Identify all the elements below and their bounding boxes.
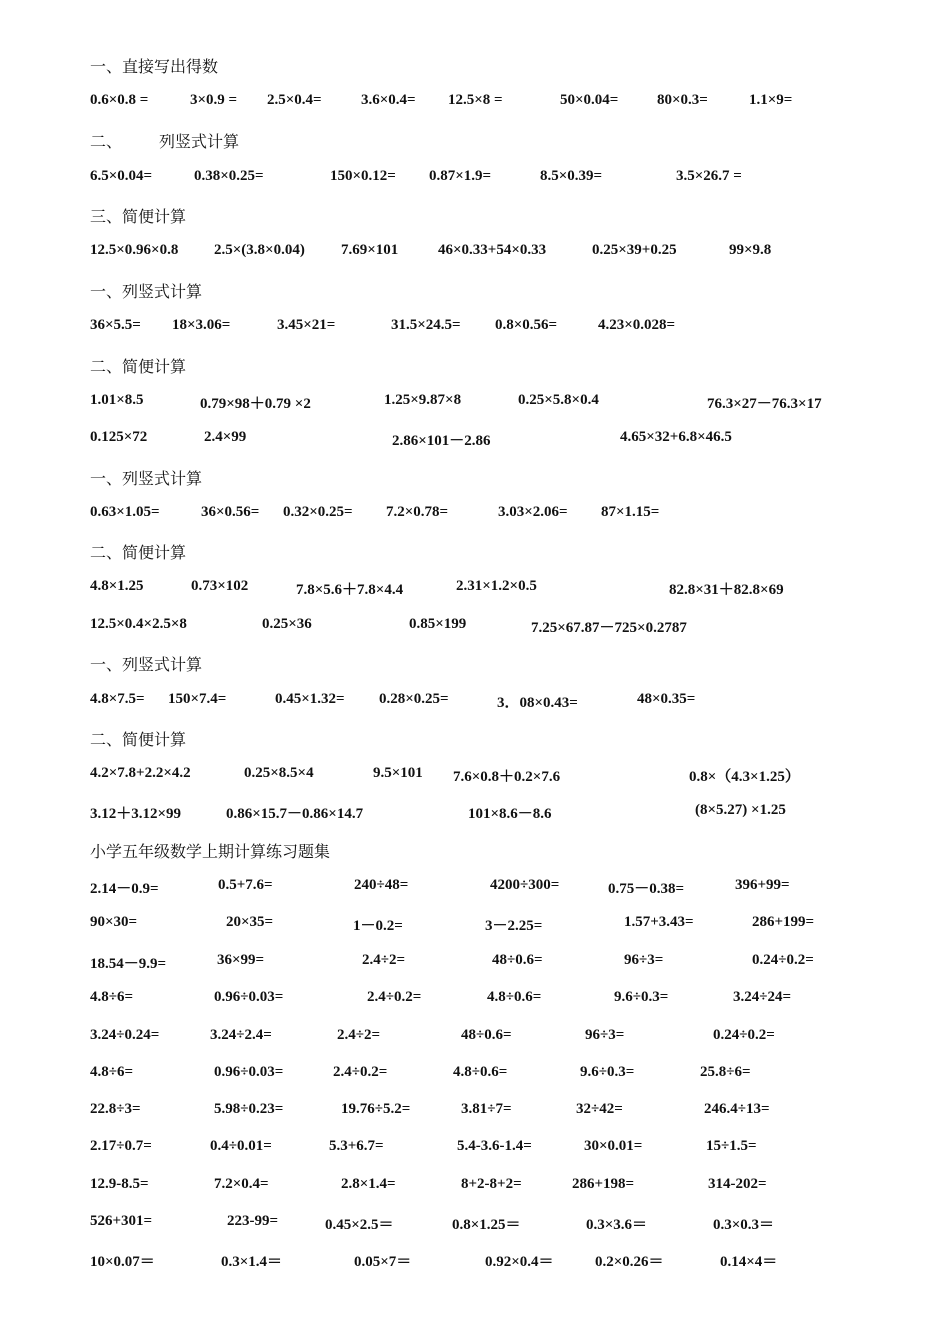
problem: 50×0.04= <box>560 92 619 108</box>
heading-text: 一、直接写出得数 <box>90 59 219 76</box>
problem: 1.01×8.5 <box>90 392 144 408</box>
heading-number: 二、 <box>90 134 123 151</box>
problem: 0.85×199 <box>409 616 467 632</box>
problem-row <box>0 1101 950 1131</box>
problem: 4.8×7.5= <box>90 691 145 707</box>
problem: 1.1×9= <box>749 92 793 108</box>
problem-row <box>0 802 950 832</box>
problem: 2.86×101－2.86 <box>392 433 491 449</box>
problem: 0.25×8.5×4 <box>244 765 314 781</box>
problem-row <box>0 765 950 795</box>
problem: 0.5+7.6= <box>218 877 273 893</box>
problem: 3.12＋3.12×99 <box>90 806 182 822</box>
problem: 2.4÷2= <box>362 952 406 968</box>
heading-text: 二、简便计算 <box>90 545 187 562</box>
problem: 240÷48= <box>354 877 409 893</box>
problem: 99×9.8 <box>729 242 772 258</box>
section-heading <box>0 54 950 84</box>
problem: 314-202= <box>708 1176 767 1192</box>
problem: 18.54－9.9= <box>90 956 167 972</box>
problem: 12.5×0.4×2.5×8 <box>90 616 187 632</box>
heading-text: 三、简便计算 <box>90 209 187 226</box>
problem: 82.8×31＋82.8×69 <box>669 582 784 598</box>
problem: 5.3+6.7= <box>329 1138 384 1154</box>
problem: 0.14×4＝ <box>720 1254 778 1270</box>
problem-row <box>0 1176 950 1206</box>
problem: 76.3×27－76.3×17 <box>707 396 822 412</box>
problem: 0.45×2.5＝ <box>325 1217 394 1233</box>
problem-row <box>0 691 950 721</box>
problem-row <box>0 504 950 534</box>
problem: 0.86×15.7－0.86×14.7 <box>226 806 364 822</box>
problem: 22.8÷3= <box>90 1101 141 1117</box>
problem: 5.98÷0.23= <box>214 1101 284 1117</box>
problem: 90×30= <box>90 914 138 930</box>
problem: 4.23×0.028= <box>598 317 676 333</box>
problem-row <box>0 914 950 944</box>
problem: 0.05×7＝ <box>354 1254 412 1270</box>
problem-row <box>0 1250 950 1280</box>
problem: 286+198= <box>572 1176 635 1192</box>
problem-row <box>0 1138 950 1168</box>
section-heading <box>0 839 950 869</box>
heading-text: 一、列竖式计算 <box>90 284 203 301</box>
problem: 3.45×21= <box>277 317 336 333</box>
problem: 2.31×1.2×0.5 <box>456 578 537 594</box>
problem: 0.3×3.6＝ <box>586 1217 648 1233</box>
problem: 48÷0.6= <box>492 952 543 968</box>
problem: 3．08×0.43= <box>497 695 578 711</box>
problem: 9.6÷0.3= <box>580 1064 635 1080</box>
problem: 2.5×(3.8×0.04) <box>214 242 305 258</box>
problem: 0.8×1.25＝ <box>452 1217 521 1233</box>
problem: 4.2×7.8+2.2×4.2 <box>90 765 191 781</box>
problem-row <box>0 616 950 646</box>
problem: 0.25×39+0.25 <box>592 242 677 258</box>
problem: 0.125×72 <box>90 429 148 445</box>
problem: 15÷1.5= <box>706 1138 757 1154</box>
problem: 0.79×98＋0.79 ×2 <box>200 396 311 412</box>
problem: 9.5×101 <box>373 765 423 781</box>
problem: 0.87×1.9= <box>429 168 492 184</box>
problem: 0.75－0.38= <box>608 881 685 897</box>
problem: 30×0.01= <box>584 1138 643 1154</box>
problem-row <box>0 168 950 198</box>
problem: 25.8÷6= <box>700 1064 751 1080</box>
problem: 2.8×1.4= <box>341 1176 396 1192</box>
problem-row <box>0 317 950 347</box>
problem: 0.25×36 <box>262 616 312 632</box>
problem: 2.4÷0.2= <box>333 1064 388 1080</box>
problem: 4.8÷0.6= <box>487 989 542 1005</box>
problem: 7.6×0.8＋0.2×7.6 <box>453 769 561 785</box>
problem: 0.3×1.4＝ <box>221 1254 283 1270</box>
section-heading <box>0 727 950 757</box>
problem-row <box>0 578 950 608</box>
problem: 2.4×99 <box>204 429 247 445</box>
problem: 3.24÷24= <box>733 989 792 1005</box>
problem: 20×35= <box>226 914 274 930</box>
heading-text: 一、列竖式计算 <box>90 471 203 488</box>
problem: 7.69×101 <box>341 242 399 258</box>
heading-text: 一、列竖式计算 <box>90 657 203 674</box>
problem: 0.8×（4.3×1.25） <box>689 769 800 785</box>
problem: 396+99= <box>735 877 790 893</box>
problem: 0.38×0.25= <box>194 168 264 184</box>
problem: 0.73×102 <box>191 578 249 594</box>
problem: 9.6÷0.3= <box>614 989 669 1005</box>
problem: 7.8×5.6＋7.8×4.4 <box>296 582 404 598</box>
problem: 36×99= <box>217 952 265 968</box>
problem: 5.4-3.6-1.4= <box>457 1138 532 1154</box>
problem: 3.24÷0.24= <box>90 1027 160 1043</box>
problem: 80×0.3= <box>657 92 708 108</box>
problem: 36×0.56= <box>201 504 260 520</box>
problem: 12.5×8 = <box>448 92 503 108</box>
problem-row <box>0 429 950 459</box>
problem: 101×8.6－8.6 <box>468 806 552 822</box>
problem: 0.63×1.05= <box>90 504 160 520</box>
problem: 2.14－0.9= <box>90 881 159 897</box>
section-heading <box>0 652 950 682</box>
problem: 4.8÷0.6= <box>453 1064 508 1080</box>
problem: (8×5.27) ×1.25 <box>695 802 786 818</box>
problem: 4.8÷6= <box>90 1064 134 1080</box>
problem: 0.8×0.56= <box>495 317 558 333</box>
problem: 2.4÷2= <box>337 1027 381 1043</box>
problem: 0.28×0.25= <box>379 691 449 707</box>
section-heading <box>0 279 950 309</box>
problem: 0.32×0.25= <box>283 504 353 520</box>
problem: 0.3×0.3＝ <box>713 1217 775 1233</box>
problem: 0.45×1.32= <box>275 691 345 707</box>
problem: 0.6×0.8 = <box>90 92 149 108</box>
problem: 12.9-8.5= <box>90 1176 149 1192</box>
problem: 96÷3= <box>624 952 664 968</box>
problem-row <box>0 392 950 422</box>
problem: 2.17÷0.7= <box>90 1138 152 1154</box>
problem: 246.4÷13= <box>704 1101 770 1117</box>
problem: 150×0.12= <box>330 168 396 184</box>
problem: 3.03×2.06= <box>498 504 568 520</box>
problem: 0.4÷0.01= <box>210 1138 272 1154</box>
problem: 3.24÷2.4= <box>210 1027 272 1043</box>
problem: 150×7.4= <box>168 691 227 707</box>
section-heading <box>0 466 950 496</box>
problem-row <box>0 952 950 982</box>
problem: 3×0.9 = <box>190 92 238 108</box>
problem: 8.5×0.39= <box>540 168 603 184</box>
heading-text: 小学五年级数学上期计算练习题集 <box>90 844 331 861</box>
problem: 0.2×0.26＝ <box>595 1254 664 1270</box>
problem: 3.6×0.4= <box>361 92 416 108</box>
problem: 48÷0.6= <box>461 1027 512 1043</box>
problem: 286+199= <box>752 914 815 930</box>
problem: 3－2.25= <box>485 918 543 934</box>
problem: 3.81÷7= <box>461 1101 512 1117</box>
problem: 0.25×5.8×0.4 <box>518 392 599 408</box>
problem: 0.24÷0.2= <box>752 952 814 968</box>
section-heading <box>0 204 950 234</box>
problem: 87×1.15= <box>601 504 660 520</box>
section-heading <box>0 354 950 384</box>
problem: 223-99= <box>227 1213 279 1229</box>
problem: 46×0.33+54×0.33 <box>438 242 547 258</box>
problem-row <box>0 1213 950 1243</box>
problem: 1.57+3.43= <box>624 914 694 930</box>
problem: 12.5×0.96×0.8 <box>90 242 179 258</box>
problem: 0.96÷0.03= <box>214 1064 284 1080</box>
problem: 2.4÷0.2= <box>367 989 422 1005</box>
problem: 3.5×26.7 = <box>676 168 742 184</box>
problem: 7.2×0.78= <box>386 504 449 520</box>
heading-text: 列竖式计算 <box>159 134 240 151</box>
problem: 2.5×0.4= <box>267 92 322 108</box>
problem-row <box>0 242 950 272</box>
problem: 6.5×0.04= <box>90 168 153 184</box>
problem: 8+2-8+2= <box>461 1176 522 1192</box>
problem: 4200÷300= <box>490 877 560 893</box>
problem: 0.92×0.4＝ <box>485 1254 554 1270</box>
problem: 18×3.06= <box>172 317 231 333</box>
problem: 7.25×67.87－725×0.2787 <box>531 620 687 636</box>
problem: 1－0.2= <box>353 918 403 934</box>
problem-row <box>0 989 950 1019</box>
problem: 4.65×32+6.8×46.5 <box>620 429 732 445</box>
problem: 1.25×9.87×8 <box>384 392 462 408</box>
problem: 4.8×1.25 <box>90 578 144 594</box>
problem: 48×0.35= <box>637 691 696 707</box>
problem-row <box>0 92 950 122</box>
problem: 4.8÷6= <box>90 989 134 1005</box>
problem: 31.5×24.5= <box>391 317 461 333</box>
problem: 96÷3= <box>585 1027 625 1043</box>
problem: 19.76÷5.2= <box>341 1101 411 1117</box>
section-heading <box>0 540 950 570</box>
problem-row <box>0 877 950 907</box>
problem: 0.24÷0.2= <box>713 1027 775 1043</box>
heading-text: 二、简便计算 <box>90 359 187 376</box>
problem: 10×0.07＝ <box>90 1254 155 1270</box>
problem: 32÷42= <box>576 1101 623 1117</box>
problem: 7.2×0.4= <box>214 1176 269 1192</box>
problem: 526+301= <box>90 1213 153 1229</box>
problem-row <box>0 1027 950 1057</box>
section-heading <box>0 129 950 159</box>
problem: 0.96÷0.03= <box>214 989 284 1005</box>
problem: 36×5.5= <box>90 317 141 333</box>
problem-row <box>0 1064 950 1094</box>
heading-text: 二、简便计算 <box>90 732 187 749</box>
